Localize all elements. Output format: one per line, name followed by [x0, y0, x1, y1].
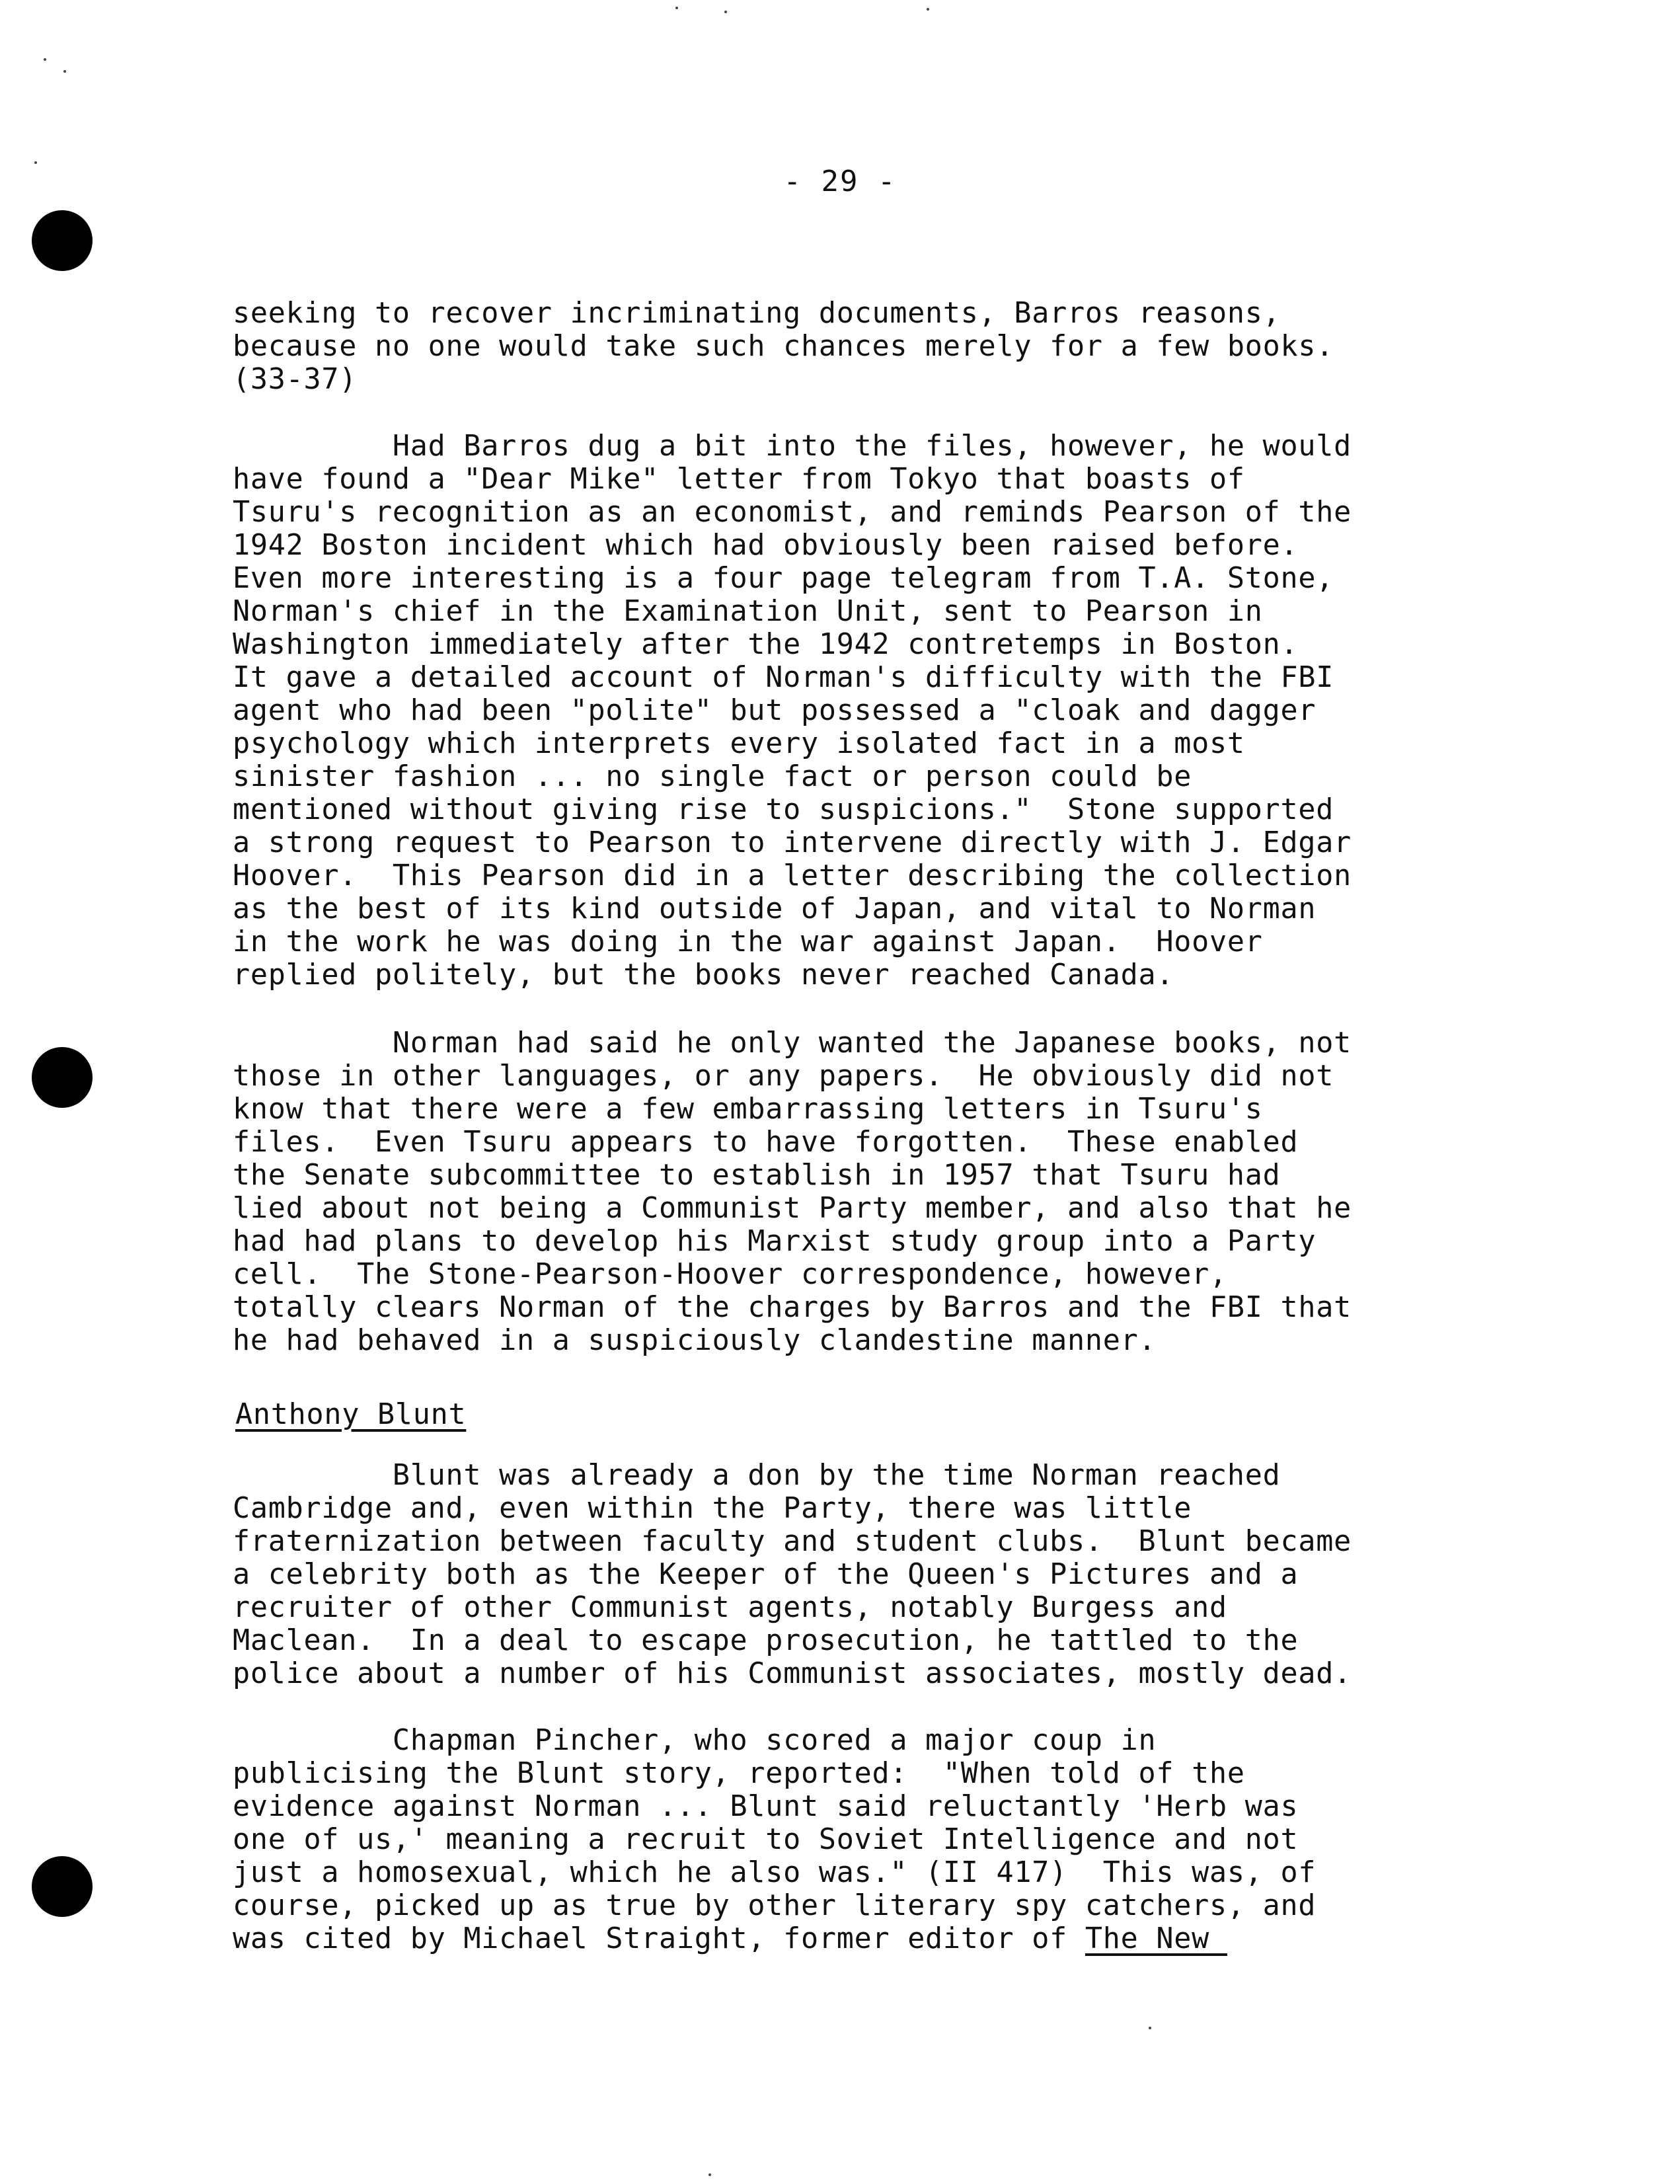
- paragraph-4: [233, 1459, 1502, 1690]
- text-line: seeking to recover incriminating documents, Barros reasons,: [233, 297, 1281, 330]
- scan-speck: [1149, 2027, 1151, 2029]
- text-line: Blunt was already a don by the time Norman reached: [233, 1459, 1281, 1492]
- text-line: one of us,' meaning a recruit to Soviet Intelligence and not: [233, 1823, 1299, 1856]
- section-heading: Anthony Blunt: [235, 1398, 467, 1431]
- text-line: know that there were a few embarrassing letters in Tsuru's: [233, 1093, 1263, 1126]
- text-line: agent who had been "polite" but possessed a "cloak and dagger: [233, 694, 1317, 727]
- text-line: Had Barros dug a bit into the files, however, he would: [233, 430, 1352, 463]
- paragraph-1: [233, 297, 1502, 396]
- text-line: files. Even Tsuru appears to have forgotten. These enabled: [233, 1126, 1299, 1159]
- scan-speck: [675, 7, 678, 9]
- punch-hole-top: [32, 210, 93, 271]
- text-line: he had behaved in a suspiciously clandestine manner.: [233, 1324, 1157, 1357]
- text-line: replied politely, but the books never reached Canada.: [233, 958, 1174, 992]
- text-line: a celebrity both as the Keeper of the Queen's Pictures and a: [233, 1558, 1299, 1591]
- text-fragment: was cited by Michael Straight, former editor of: [233, 1922, 1085, 1955]
- text-line: (33-37): [233, 363, 358, 396]
- punch-hole-middle: [32, 1047, 93, 1108]
- text-line: It gave a detailed account of Norman's difficulty with the FBI: [233, 661, 1334, 694]
- text-line: fraternization between faculty and student clubs. Blunt became: [233, 1525, 1352, 1558]
- text-line: mentioned without giving rise to suspicions." Stone supported: [233, 793, 1334, 826]
- scan-speck: [724, 11, 727, 13]
- scan-speck: [63, 70, 66, 73]
- page-number: - 29 -: [783, 165, 897, 198]
- text-line: Norman's chief in the Examination Unit, sent to Pearson in: [233, 595, 1263, 628]
- text-line: Maclean. In a deal to escape prosecution, he tattled to the: [233, 1624, 1299, 1657]
- text-line: Washington immediately after the 1942 contretemps in Boston.: [233, 628, 1299, 661]
- text-line: recruiter of other Communist agents, notably Burgess and: [233, 1591, 1227, 1624]
- text-line: lied about not being a Communist Party member, and also that he: [233, 1192, 1352, 1225]
- text-line: a strong request to Pearson to intervene directly with J. Edgar: [233, 826, 1352, 859]
- text-line: publicising the Blunt story, reported: "When told of the: [233, 1757, 1245, 1790]
- scan-speck: [927, 8, 929, 11]
- text-line: because no one would take such chances merely for a few books.: [233, 330, 1334, 363]
- text-line: sinister fashion ... no single fact or person could be: [233, 760, 1192, 793]
- text-line: Cambridge and, even within the Party, there was little: [233, 1492, 1192, 1525]
- text-line: just a homosexual, which he also was." (II 417) This was, of: [233, 1856, 1317, 1889]
- paragraph-5: [233, 1724, 1502, 1955]
- text-line: Chapman Pincher, who scored a major coup in: [233, 1724, 1157, 1757]
- text-line: the Senate subcommittee to establish in 1957 that Tsuru had: [233, 1159, 1281, 1192]
- text-line: in the work he was doing in the war against Japan. Hoover: [233, 925, 1263, 958]
- text-line: course, picked up as true by other literary spy catchers, and: [233, 1889, 1317, 1922]
- publication-title: The New: [1085, 1922, 1227, 1955]
- text-line: cell. The Stone-Pearson-Hoover correspondence, however,: [233, 1258, 1227, 1291]
- text-line: police about a number of his Communist associates, mostly dead.: [233, 1657, 1352, 1690]
- text-line: Tsuru's recognition as an economist, and reminds Pearson of the: [233, 496, 1352, 529]
- scan-speck: [708, 2173, 711, 2176]
- paragraph-2: [233, 430, 1502, 992]
- text-line: those in other languages, or any papers. He obviously did not: [233, 1060, 1334, 1093]
- text-line-last: [233, 1922, 1502, 1955]
- text-line: as the best of its kind outside of Japan, and vital to Norman: [233, 892, 1317, 925]
- text-line: Hoover. This Pearson did in a letter describing the collection: [233, 859, 1352, 892]
- paragraph-3: [233, 1027, 1502, 1357]
- text-line: psychology which interprets every isolated fact in a most: [233, 727, 1245, 760]
- punch-hole-bottom: [32, 1856, 93, 1917]
- text-line: Even more interesting is a four page telegram from T.A. Stone,: [233, 562, 1334, 595]
- text-line: evidence against Norman ... Blunt said reluctantly 'Herb was: [233, 1790, 1299, 1823]
- text-line: Norman had said he only wanted the Japanese books, not: [233, 1027, 1352, 1060]
- text-line: had had plans to develop his Marxist study group into a Party: [233, 1225, 1317, 1258]
- scan-speck: [44, 58, 46, 61]
- text-line: have found a "Dear Mike" letter from Tokyo that boasts of: [233, 463, 1245, 496]
- text-line: 1942 Boston incident which had obviously been raised before.: [233, 529, 1299, 562]
- text-line: totally clears Norman of the charges by Barros and the FBI that: [233, 1291, 1352, 1324]
